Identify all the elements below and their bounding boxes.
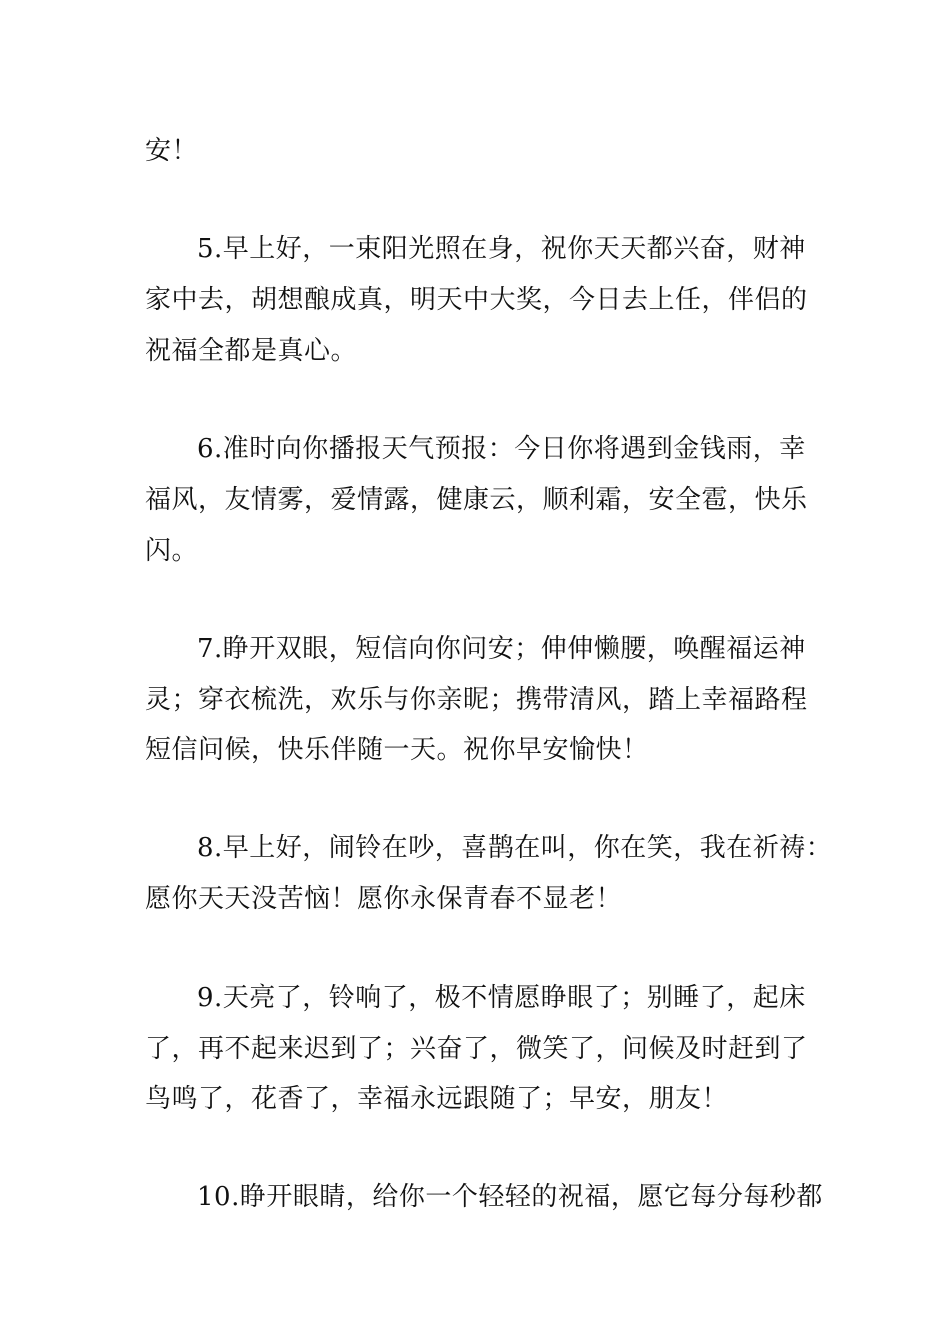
text-line: 福风，友情雾，爱情露，健康云，顺利霜，安全雹，快乐 [145, 485, 808, 515]
text-line: 8.早上好，闹铃在吵，喜鹊在叫，你在笑，我在祈祷： [197, 833, 833, 863]
text-line: 愿你天天没苦恼！愿你永保青春不显老！ [145, 884, 623, 914]
text-line: 闪。 [145, 536, 199, 566]
text-line: 7.睁开双眼，短信向你问安；伸伸懒腰，唤醒福运神 [197, 634, 806, 664]
text-line: 了，再不起来迟到了；兴奋了，微笑了，问候及时赶到了 [145, 1034, 808, 1064]
text-line: 安！ [145, 136, 199, 166]
text-line: 6.准时向你播报天气预报：今日你将遇到金钱雨，幸 [197, 434, 806, 464]
text-line: 9.天亮了，铃响了，极不情愿睁眼了；别睡了，起床 [197, 983, 806, 1013]
text-line: 5.早上好，一束阳光照在身，祝你天天都兴奋，财神 [197, 234, 806, 264]
text-line: 短信问候，快乐伴随一天。祝你早安愉快！ [145, 735, 649, 765]
text-line: 鸟鸣了，花香了，幸福永远跟随了；早安，朋友！ [145, 1084, 729, 1114]
text-line: 10.睁开眼睛，给你一个轻轻的祝福，愿它每分每秒都 [197, 1182, 823, 1212]
text-line: 家中去，胡想酿成真，明天中大奖，今日去上任，伴侣的 [145, 285, 808, 315]
text-line: 祝福全都是真心。 [145, 336, 358, 366]
text-line: 灵；穿衣梳洗，欢乐与你亲昵；携带清风，踏上幸福路程 [145, 685, 808, 715]
